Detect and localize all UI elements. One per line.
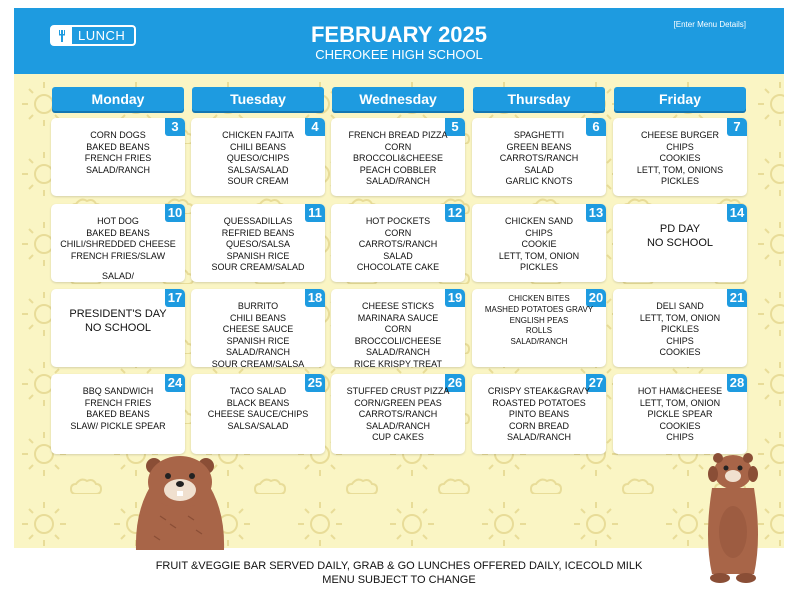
menu-item: CHIPS [666,141,694,152]
weekday-monday: Monday [52,87,184,111]
day-cell [191,374,325,454]
menu-item: CHICKEN SAND [504,216,573,226]
day-cell [191,118,325,196]
footer-line-2: MENU SUBJECT TO CHANGE [322,574,476,586]
menu-item: CRISPY STEAK&GRAVY [487,386,591,396]
menu-item: SLAW/ PICKLE SPEAR [70,420,166,431]
menu-item: SALAD/RANCH [510,337,568,347]
menu-item: SALAD/RANCH [365,347,430,358]
menu-items [331,301,465,371]
menu-item: LETT, TOM, ONIONS [636,164,724,175]
menu-item: CHILI BEANS [229,141,287,152]
menu-item: QUESO/SALSA [225,239,291,250]
menu-items [613,301,747,359]
menu-item: CORN/GREEN PEAS [354,397,442,408]
menu-item: SALSA/SALAD [227,164,289,175]
menu-item: SOUR CREAM [227,176,289,187]
menu-item: COOKIES [659,420,701,431]
menu-item: SALAD/RANCH [365,176,430,187]
menu-item: HOT DOG [97,216,139,226]
menu-item: SALSA/SALAD [227,420,289,431]
menu-item: CORN DOGS [90,130,146,140]
weekday-wednesday: Wednesday [332,87,464,111]
menu-item: RICE KRISPY TREAT [353,358,443,369]
menu-item [51,262,185,271]
date-number: 4 [305,118,325,136]
menu-item: SPANISH RICE [226,250,290,261]
date-number: 19 [445,289,465,307]
menu-item: QUESSADILLAS [223,216,293,226]
no-school-note [613,222,747,250]
no-school-note [51,307,185,335]
menu-item: LETT, TOM, ONION [498,250,580,261]
menu-item: SPANISH RICE [226,335,290,346]
menu-items [51,216,185,283]
menu-item: SALAD/RANCH [506,432,571,443]
day-cell [331,118,465,196]
day-cell [191,289,325,367]
groundhog-left-illustration [130,446,230,550]
menu-items [472,130,606,188]
day-cell [51,374,185,454]
menu-item: CHEESE SAUCE [222,324,294,335]
day-cell [613,204,747,282]
menu-items [51,130,185,176]
day-cell [472,374,606,454]
menu-item: BAKED BEANS [86,141,150,152]
school-name: CHEROKEE HIGH SCHOOL [315,47,483,62]
menu-item: PEACH COBBLER [359,164,437,175]
menu-item: COOKIES [659,153,701,164]
menu-item: PICKLES [660,176,700,187]
menu-item: SALAD [383,250,413,261]
menu-item: PICKLE SPEAR [647,409,713,420]
date-number: 12 [445,204,465,222]
menu-item: PRESIDENT'S DAY [69,308,167,320]
weekday-friday: Friday [614,87,746,111]
day-cell [191,204,325,282]
menu-item: CHIPS [525,227,553,238]
weekday-tuesday: Tuesday [192,87,324,111]
date-number: 6 [586,118,606,136]
day-cell [472,118,606,196]
menu-item: CARROTS/RANCH [499,153,579,164]
menu-item: SPAGHETTI [513,130,565,140]
menu-item: HOT HAM&CHEESE [637,386,723,396]
date-number: 3 [165,118,185,136]
menu-item: SALAD/RANCH [225,347,290,358]
menu-item: LETT, TOM, ONION [639,397,721,408]
menu-items [613,130,747,188]
menu-item: FRENCH FRIES [84,153,152,164]
menu-item: CHIPS [666,335,694,346]
menu-item: SALAD [524,164,554,175]
menu-item: NO SCHOOL [646,237,713,249]
menu-item: CHEESE STICKS [361,301,435,311]
menu-items [472,216,606,274]
menu-items [331,216,465,274]
menu-items [331,386,465,444]
date-number: 10 [165,204,185,222]
date-number: 5 [445,118,465,136]
menu-items [191,386,325,432]
menu-item: CHICKEN FAJITA [222,130,294,140]
menu-item: HOT POCKETS [365,216,431,226]
day-cell [331,204,465,282]
menu-item: FRENCH FRIES [84,397,152,408]
menu-items [191,130,325,188]
day-cell [331,374,465,454]
menu-item: CHIPS [666,432,694,443]
menu-item: FRENCH FRIES/SLAW [70,250,166,261]
menu-item: REFRIED BEANS [221,227,295,238]
menu-item: BROCCOLI&CHEESE [352,153,444,164]
day-cell [331,289,465,367]
menu-item: TACO SALAD [229,386,287,396]
date-number: 14 [727,204,747,222]
menu-item: CORN [384,324,412,335]
menu-item: CUP CAKES [372,432,424,443]
day-cell [51,118,185,196]
date-number: 7 [727,118,747,136]
enter-menu-details-link[interactable]: [Enter Menu Details] [673,20,746,29]
date-number: 20 [586,289,606,307]
date-number: 27 [586,374,606,392]
menu-item: SALAD/ [101,271,134,282]
day-cell [51,289,185,367]
menu-items [472,294,606,348]
menu-item: CHILI BEANS [229,312,287,323]
date-number: 24 [165,374,185,392]
menu-item: CARROTS/RANCH [358,239,438,250]
menu-item: ROASTED POTATOES [492,397,586,408]
menu-item: BAKED BEANS [86,409,150,420]
menu-item: CHEESE SAUCE/CHIPS [207,409,309,420]
menu-item: CHICKEN BITES [508,294,570,303]
menu-item: LETT, TOM, ONION [639,312,721,323]
menu-item: QUESO/CHIPS [226,153,290,164]
weekday-thursday: Thursday [473,87,605,111]
menu-item: GREEN BEANS [506,141,572,152]
date-number: 18 [305,289,325,307]
menu-item: COOKIES [659,347,701,358]
menu-item: SALAD/RANCH [85,164,150,175]
menu-items [191,301,325,371]
menu-items [191,216,325,274]
menu-items [331,130,465,188]
menu-item: COOKIE [521,239,557,250]
menu-item: BROCCOLI/CHEESE [354,335,442,346]
menu-item: CARROTS/RANCH [358,409,438,420]
menu-item: NO SCHOOL [84,322,151,334]
menu-item: DELI SAND [656,301,704,311]
menu-item: GARLIC KNOTS [505,176,573,187]
day-cell [613,118,747,196]
day-cell [613,289,747,367]
day-cell [51,204,185,282]
date-number: 26 [445,374,465,392]
menu-item: CORN BREAD [508,420,569,431]
menu-item: CHILI/SHREDDED CHEESE [60,239,176,250]
date-number: 13 [586,204,606,222]
menu-item: SALAD/RANCH [365,420,430,431]
menu-item: BURRITO [237,301,279,311]
date-number: 25 [305,374,325,392]
menu-item: ROLLS [525,326,553,336]
menu-item: FRENCH BREAD PIZZA [348,130,448,140]
menu-item: BBQ SANDWICH [82,386,154,396]
date-number: 11 [305,204,325,222]
menu-item: PICKLES [519,262,559,273]
menu-item: BAKED BEANS [86,227,150,238]
menu-item: PD DAY [659,223,701,235]
date-number: 28 [727,374,747,392]
day-cell [472,204,606,282]
menu-item: SOUR CREAM/SALAD [211,262,305,273]
menu-item: ENGLISH PEAS [509,315,569,325]
menu-items [613,386,747,444]
menu-items [51,386,185,432]
day-cell [472,289,606,367]
menu-item: STUFFED CRUST PIZZA [346,386,450,396]
footer-notes [0,559,798,587]
menu-item: PINTO BEANS [508,409,570,420]
menu-item: PICKLES [660,324,700,335]
page-title: FEBRUARY 2025 [310,22,488,47]
date-number: 17 [165,289,185,307]
menu-item: BLACK BEANS [226,397,290,408]
menu-item: CORN [384,227,412,238]
menu-item: CHOCOLATE CAKE [356,262,440,273]
day-cell [613,374,747,454]
menu-item: CORN [384,141,412,152]
menu-item: SOUR CREAM/SALSA [211,358,305,369]
menu-item: CHEESE BURGER [640,130,720,140]
footer-line-1: FRUIT &VEGGIE BAR SERVED DAILY, GRAB & GO LUNCHES OFFERED DAILY, ICECOLD MILK [155,560,643,572]
menu-item: MARINARA SAUCE [357,312,439,323]
menu-item: MASHED POTATOES GRAVY [484,304,594,314]
logo-text: LUNCH [78,28,126,43]
date-number: 21 [727,289,747,307]
menu-items [472,386,606,444]
